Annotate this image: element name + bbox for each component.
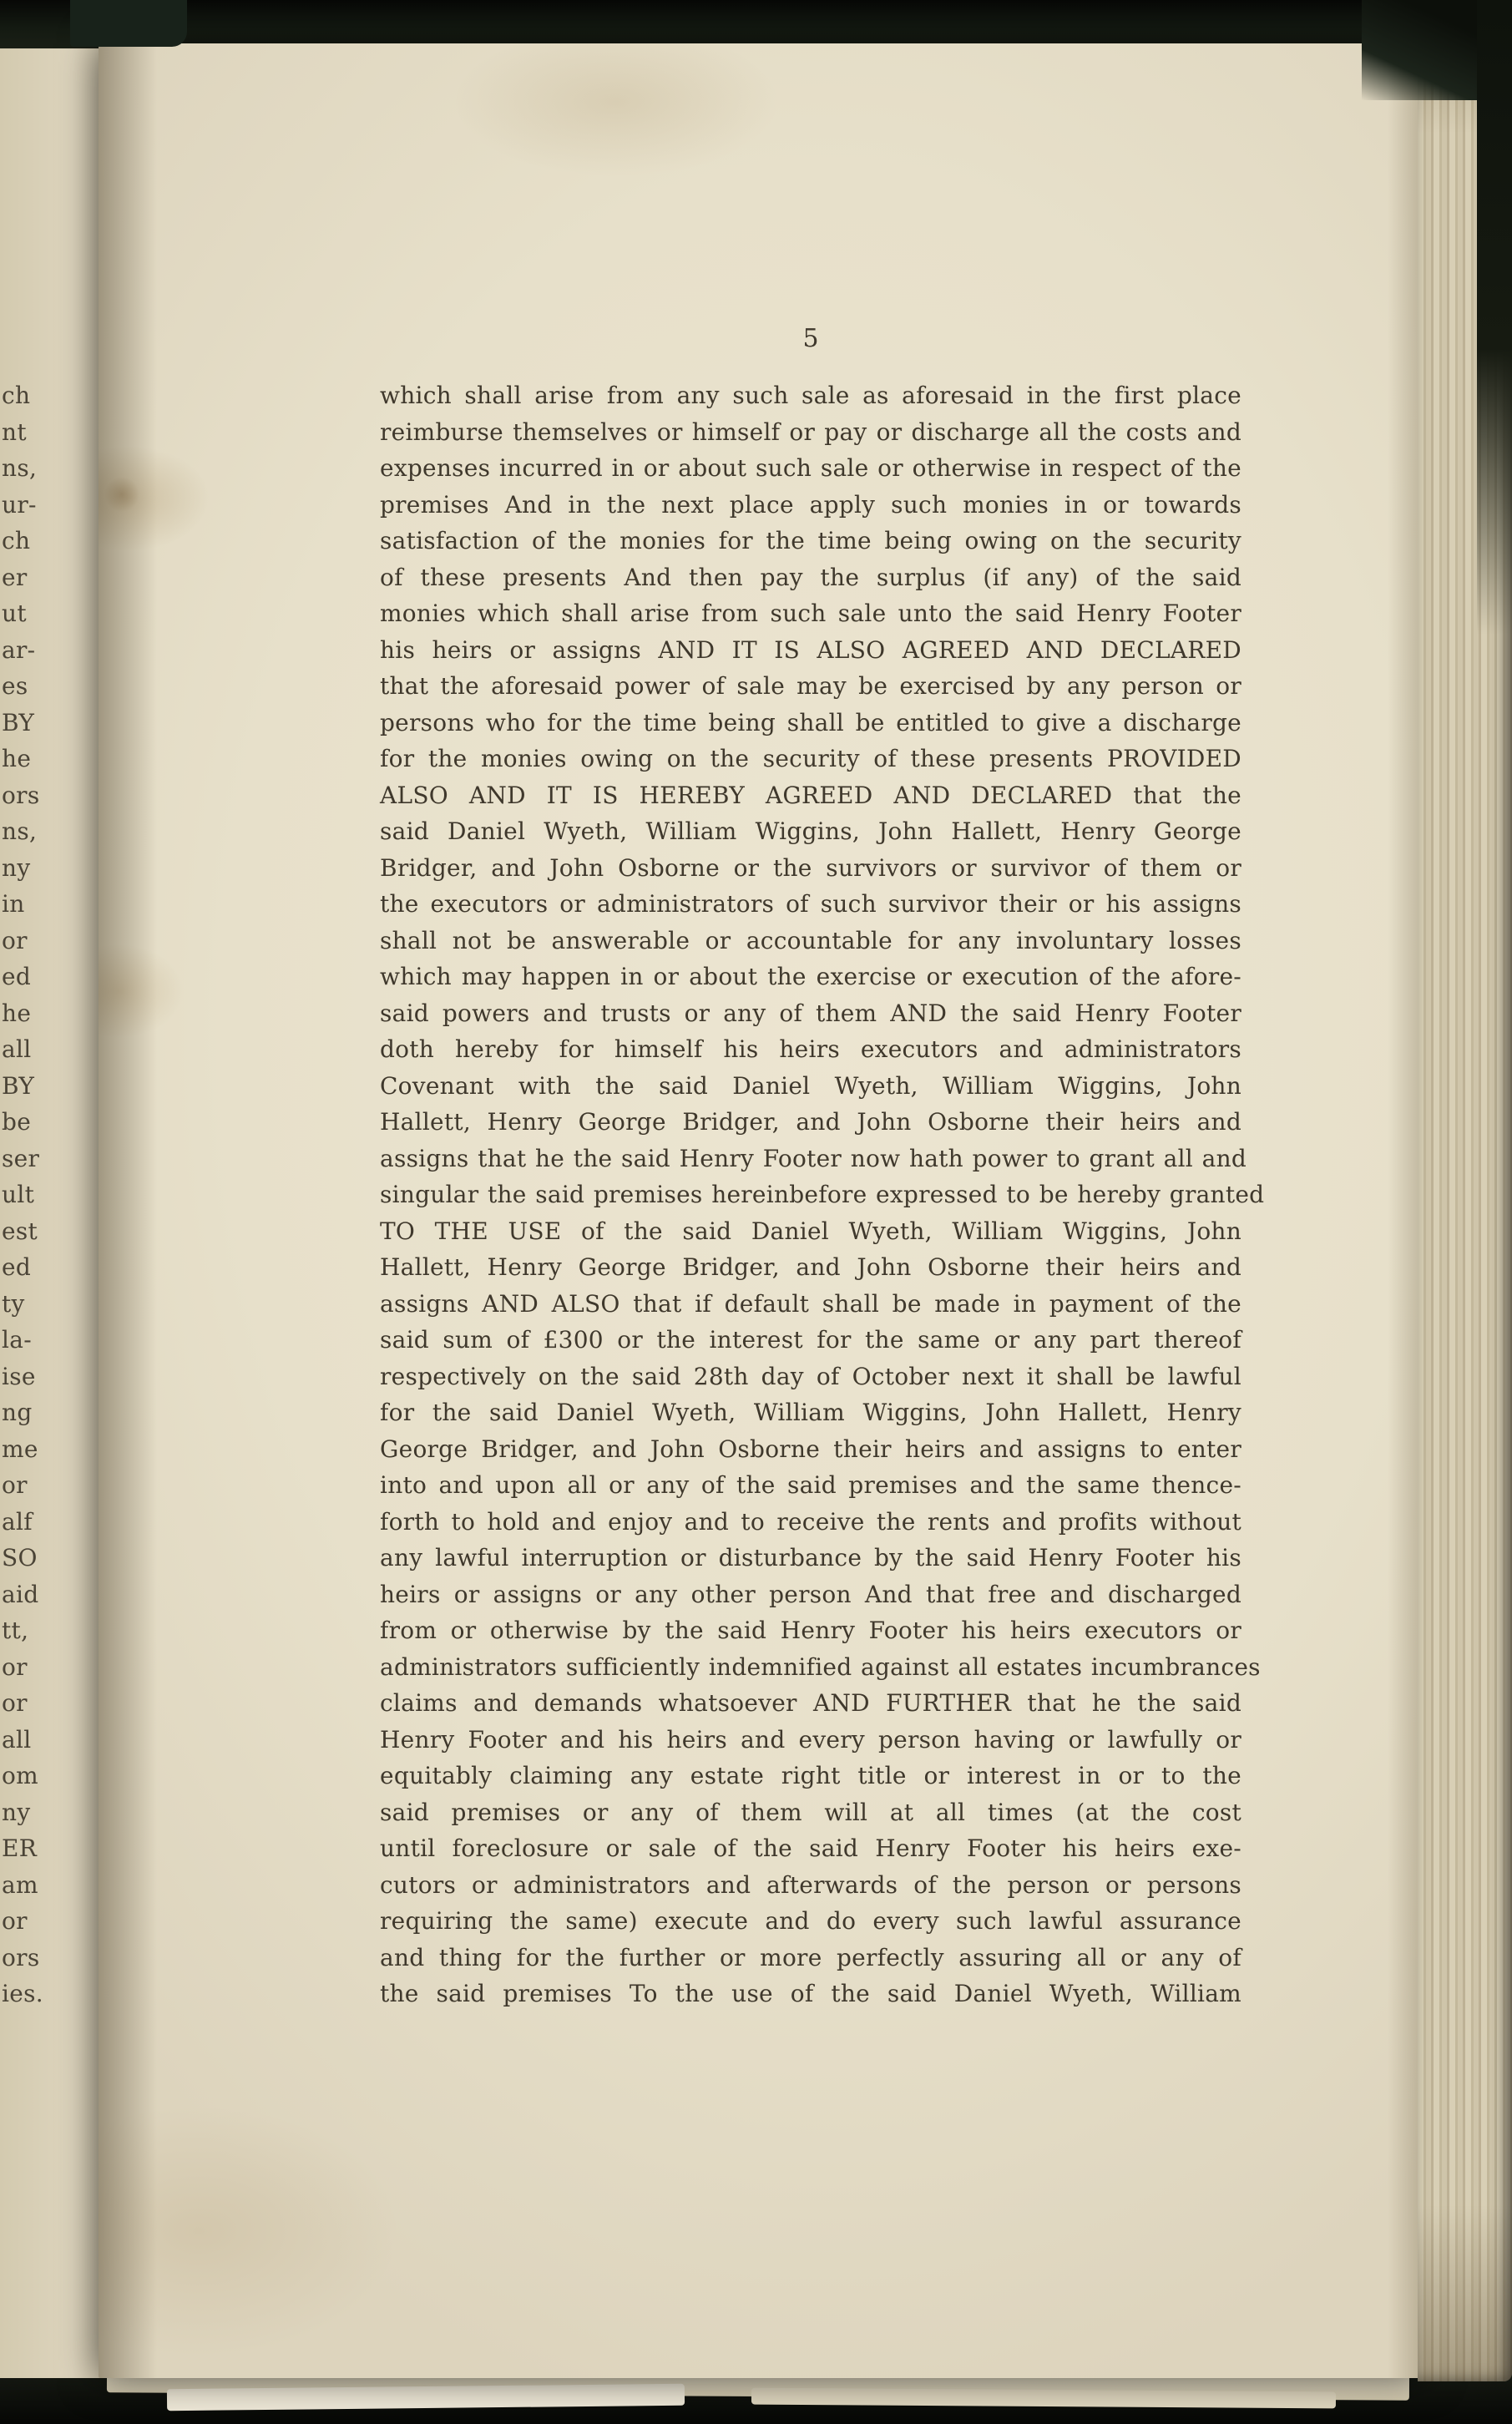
prev-page-fragment-line: ng — [2, 1399, 33, 1426]
book-cover-corner — [70, 0, 187, 47]
text-line: George Bridger, and John Osborne their heirs and assigns to enter — [380, 1435, 1241, 1463]
text-line: claims and demands whatsoever AND FURTHER that he the said — [380, 1689, 1241, 1717]
prev-page-fragment-line: ch — [2, 382, 31, 409]
text-line: said premises or any of them will at all times (at the cost — [380, 1798, 1241, 1826]
prev-page-fragment-line: be — [2, 1108, 32, 1136]
prev-page-fragment-line: es — [2, 672, 28, 700]
prev-page-fragment-line: est — [2, 1217, 38, 1245]
text-line: shall not be answerable or accountable for any involuntary losses — [380, 926, 1241, 954]
prev-page-fragment-line: or — [2, 1652, 28, 1681]
text-line: Hallett, Henry George Bridger, and John Osborne their heirs and — [380, 1108, 1241, 1136]
prev-page-fragment-line: ny — [2, 853, 31, 882]
text-line: singular the said premises hereinbefore expressed to be hereby granted — [380, 1181, 1265, 1208]
prev-page-fragment-line: aid — [2, 1580, 39, 1608]
prev-page-fragment-line: SO — [2, 1544, 38, 1571]
text-line: said powers and trusts or any of them AND the said Henry Footer — [380, 999, 1241, 1027]
text-line: said sum of £300 or the interest for the same or any part thereof — [380, 1326, 1241, 1354]
text-line: TO THE USE of the said Daniel Wyeth, William Wiggins, John — [380, 1217, 1241, 1245]
text-line: expenses incurred in or about such sale or otherwise in respect of the — [380, 454, 1241, 482]
text-line: until foreclosure or sale of the said Henry Footer his heirs exe- — [380, 1834, 1241, 1862]
book-cover-right — [1477, 0, 1512, 635]
text-line: ALSO AND IT IS HEREBY AGREED AND DECLARED that the — [380, 781, 1241, 809]
prev-page-fragment-line: or — [2, 1471, 28, 1499]
page-number: 5 — [802, 324, 819, 353]
text-line: Henry Footer and his heirs and every person having or lawfully or — [380, 1725, 1241, 1753]
prev-page-fragment-line: he — [2, 999, 32, 1027]
prev-page-fragment-line: ER — [2, 1834, 38, 1862]
text-line: into and upon all or any of the said premises and the same thence- — [380, 1471, 1241, 1499]
prev-page-fragment-line: ser — [2, 1144, 40, 1172]
text-line: Covenant with the said Daniel Wyeth, William Wiggins, John — [380, 1071, 1241, 1100]
prev-page-fragment-line: ors — [2, 1943, 40, 1971]
text-line: satisfaction of the monies for the time being owing on the security — [380, 527, 1241, 554]
text-line: for the monies owing on the security of these presents PROVIDED — [380, 745, 1241, 772]
prev-page-fragment-line: all — [2, 1035, 32, 1063]
text-line: from or otherwise by the said Henry Footer his heirs executors or — [380, 1617, 1241, 1644]
prev-page-fragment-line: ty — [2, 1289, 25, 1318]
text-line: for the said Daniel Wyeth, William Wiggins, John Hallett, Henry — [380, 1399, 1241, 1426]
text-line: cutors or administrators and afterwards of the person or persons — [380, 1870, 1241, 1899]
text-line: requiring the same) execute and do every such lawful assurance — [380, 1907, 1241, 1935]
prev-page-fragment-line: BY — [2, 708, 35, 736]
prev-page-fragment-line: la- — [2, 1326, 33, 1354]
prev-page-fragment-line: nt — [2, 417, 27, 446]
text-line: of these presents And then pay the surplus (if any) of the said — [380, 563, 1241, 591]
text-line: doth hereby for himself his heirs executors and administrators — [380, 1035, 1241, 1063]
prev-page-fragment-line: om — [2, 1762, 39, 1789]
prev-page-fragment-line: he — [2, 745, 32, 772]
page-text — [380, 377, 1265, 2012]
prev-page-fragment-line: tt, — [2, 1617, 29, 1644]
text-line: administrators sufficiently indemnified against all estates incumbrances — [380, 1652, 1261, 1681]
prev-page-fragment-line: ur- — [2, 490, 37, 519]
prev-page-fragment-line: am — [2, 1870, 38, 1899]
text-line: his heirs or assigns AND IT IS ALSO AGREED AND DECLARED — [380, 635, 1241, 664]
text-line: assigns AND ALSO that if default shall be made in payment of the — [380, 1289, 1241, 1318]
text-line: that the aforesaid power of sale may be exercised by any person or — [380, 672, 1241, 700]
prev-page-fragment-line: ar- — [2, 635, 36, 664]
text-line: any lawful interruption or disturbance by the said Henry Footer his — [380, 1544, 1241, 1571]
prev-page-fragment-line: me — [2, 1435, 38, 1463]
text-line: said Daniel Wyeth, William Wiggins, John Hallett, Henry George — [380, 817, 1241, 845]
text-line: assigns that he the said Henry Footer now hath power to grant all and — [380, 1144, 1247, 1172]
prev-page-fragment-line: all — [2, 1725, 32, 1753]
text-line: which shall arise from any such sale as aforesaid in the first place — [380, 382, 1241, 409]
prev-page-fragment-line: ed — [2, 963, 32, 990]
text-line: the executors or administrators of such survivor their or his assigns — [380, 890, 1241, 918]
prev-page-fragment-line: ut — [2, 600, 27, 627]
prev-page-fragment-line: in — [2, 890, 25, 918]
prev-page-fragment-line: ult — [2, 1181, 35, 1208]
prev-page-fragment-line: BY — [2, 1071, 35, 1100]
prev-page-text-fragments — [2, 377, 52, 2012]
text-line: monies which shall arise from such sale unto the said Henry Footer — [380, 600, 1241, 627]
text-line: persons who for the time being shall be entitled to give a discharge — [380, 708, 1241, 736]
prev-page-fragment-line: ny — [2, 1798, 31, 1826]
prev-page-fragment-line: ns, — [2, 454, 38, 482]
prev-page-fragment-line: ed — [2, 1253, 32, 1281]
prev-page-fragment-line: ns, — [2, 817, 38, 845]
text-line: forth to hold and enjoy and to receive the rents and profits without — [380, 1507, 1241, 1536]
text-line: which may happen in or about the exercise or execution of the afore- — [380, 963, 1241, 990]
prev-page-fragment-line: alf — [2, 1507, 33, 1536]
prev-page-fragment-line: er — [2, 563, 28, 591]
text-line: respectively on the said 28th day of October next it shall be lawful — [380, 1362, 1241, 1390]
gutter-shadow — [99, 43, 157, 2378]
prev-page-fragment-line: or — [2, 1907, 28, 1935]
text-line: premises And in the next place apply such monies in or towards — [380, 490, 1241, 519]
prev-page-fragment-line: ies. — [2, 1980, 43, 2007]
prev-page-fragment-line: ors — [2, 781, 40, 809]
prev-page-fragment-line: or — [2, 1689, 28, 1717]
prev-page-fragment-line: ise — [2, 1362, 36, 1390]
text-line: Bridger, and John Osborne or the survivors or survivor of them or — [380, 853, 1241, 882]
prev-page-fragment-line: ch — [2, 527, 31, 554]
text-line: and thing for the further or more perfectly assuring all or any of — [380, 1943, 1241, 1971]
text-line: Hallett, Henry George Bridger, and John Osborne their heirs and — [380, 1253, 1241, 1281]
page — [99, 43, 1426, 2378]
text-line: equitably claiming any estate right title or interest in or to the — [380, 1762, 1241, 1789]
text-line: the said premises To the use of the said Daniel Wyeth, William — [380, 1980, 1241, 2007]
text-line: reimburse themselves or himself or pay or discharge all the costs and — [380, 417, 1241, 446]
prev-page-fragment-line: or — [2, 926, 28, 954]
text-line: heirs or assigns or any other person And that free and discharged — [380, 1580, 1241, 1608]
